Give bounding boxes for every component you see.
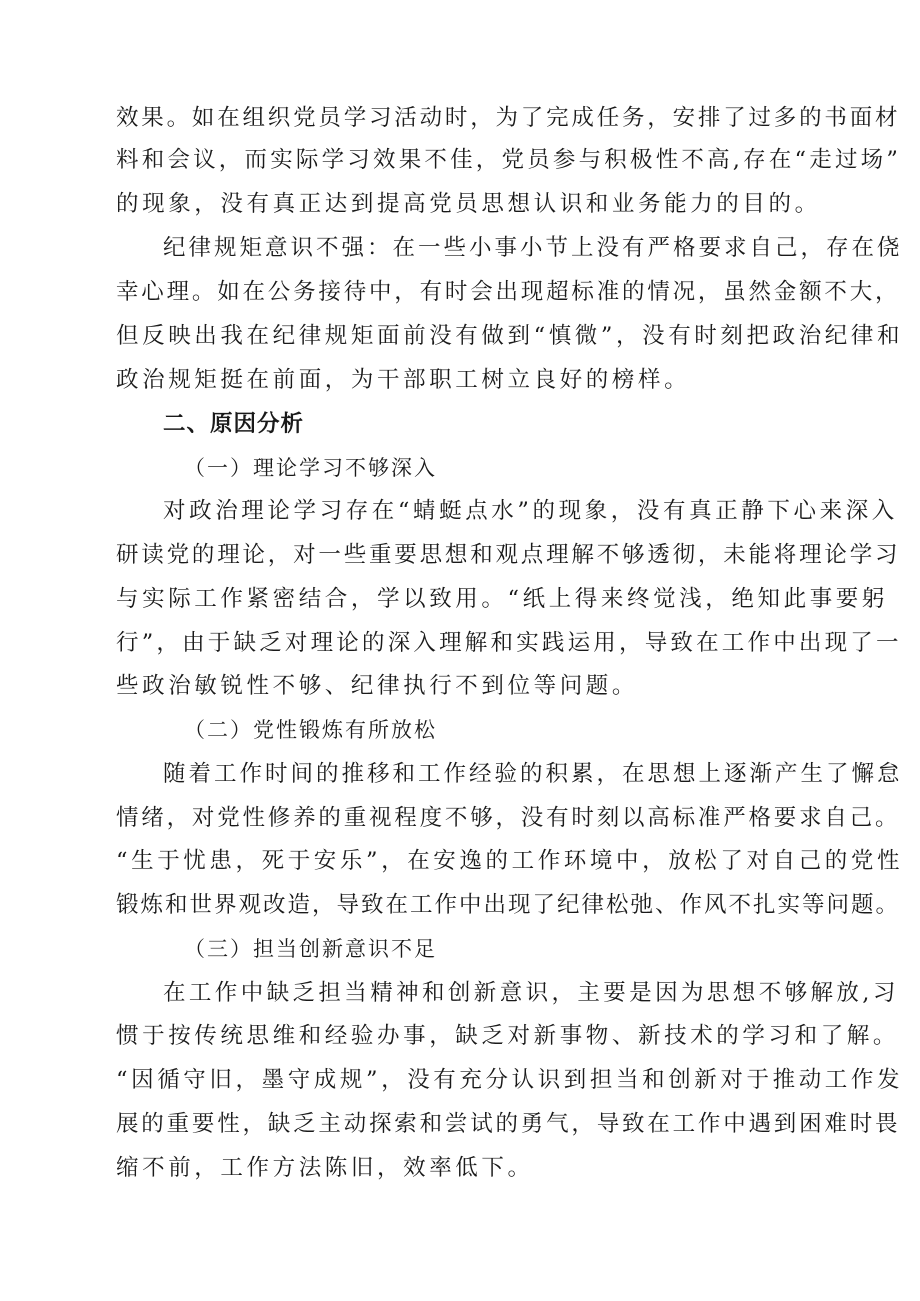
subsection-heading: （三）担当创新意识不足 bbox=[184, 937, 437, 961]
text-line: 幸心理。如在公务接待中，有时会出现超标准的情况，虽然金额不大， bbox=[116, 279, 901, 305]
text-line: 惯于按传统思维和经验办事，缺乏对新事物、新技术的学习和了解。 bbox=[116, 1023, 900, 1049]
subsection-heading: （二）党性锻炼有所放松 bbox=[184, 718, 437, 742]
text-line: 纪律规矩意识不强：在一些小事小节上没有严格要求自己，存在侥 bbox=[163, 235, 903, 261]
text-line: 的现象，没有真正达到提高党员思想认识和业务能力的目的。 bbox=[116, 191, 821, 217]
text-line: 政治规矩挺在前面，为干部职工树立良好的榜样。 bbox=[116, 367, 691, 393]
text-line: 锻炼和世界观改造，导致在工作中出现了纪律松弛、作风不扎实等问题。 bbox=[116, 892, 901, 918]
text-line: 料和会议，而实际学习效果不佳，党员参与积极性不高,存在“走过场” bbox=[116, 147, 902, 173]
text-line: 缩不前，工作方法陈旧，效率低下。 bbox=[116, 1155, 534, 1181]
text-line: 随着工作时间的推移和工作经验的积累，在思想上逐渐产生了懈怠 bbox=[163, 761, 903, 787]
text-line: 情绪，对党性修养的重视程度不够，没有时刻以高标准严格要求自己。 bbox=[116, 805, 901, 831]
text-line: 展的重要性，缺乏主动探索和尝试的勇气，导致在工作中遇到困难时畏 bbox=[116, 1111, 901, 1137]
text-line: 效果。如在组织党员学习活动时，为了完成任务，安排了过多的书面材 bbox=[116, 105, 901, 131]
text-line: “因循守旧，墨守成规”，没有充分认识到担当和创新对于推动工作发 bbox=[116, 1067, 904, 1093]
text-line: 在工作中缺乏担当精神和创新意识，主要是因为思想不够解放,习 bbox=[163, 980, 899, 1006]
text-line: 些政治敏锐性不够、纪律执行不到位等问题。 bbox=[116, 673, 639, 699]
text-line: 但反映出我在纪律规矩面前没有做到“慎微”，没有时刻把政治纪律和 bbox=[116, 323, 904, 349]
text-line: 对政治理论学习存在“蜻蜓点水”的现象，没有真正静下心来深入 bbox=[163, 498, 898, 524]
subsection-heading: （一）理论学习不够深入 bbox=[184, 456, 437, 480]
text-line: 与实际工作紧密结合，学以致用。“纸上得来终觉浅，绝知此事要躬 bbox=[116, 586, 889, 612]
text-line: 研读党的理论，对一些重要思想和观点理解不够透彻，未能将理论学习 bbox=[116, 542, 901, 568]
text-line: “生于忧患，死于安乐”，在安逸的工作环境中，放松了对自己的党性 bbox=[116, 848, 904, 874]
section-heading: 二、原因分析 bbox=[163, 411, 305, 437]
text-line: 行”，由于缺乏对理论的深入理解和实践运用，导致在工作中出现了一 bbox=[116, 630, 902, 656]
